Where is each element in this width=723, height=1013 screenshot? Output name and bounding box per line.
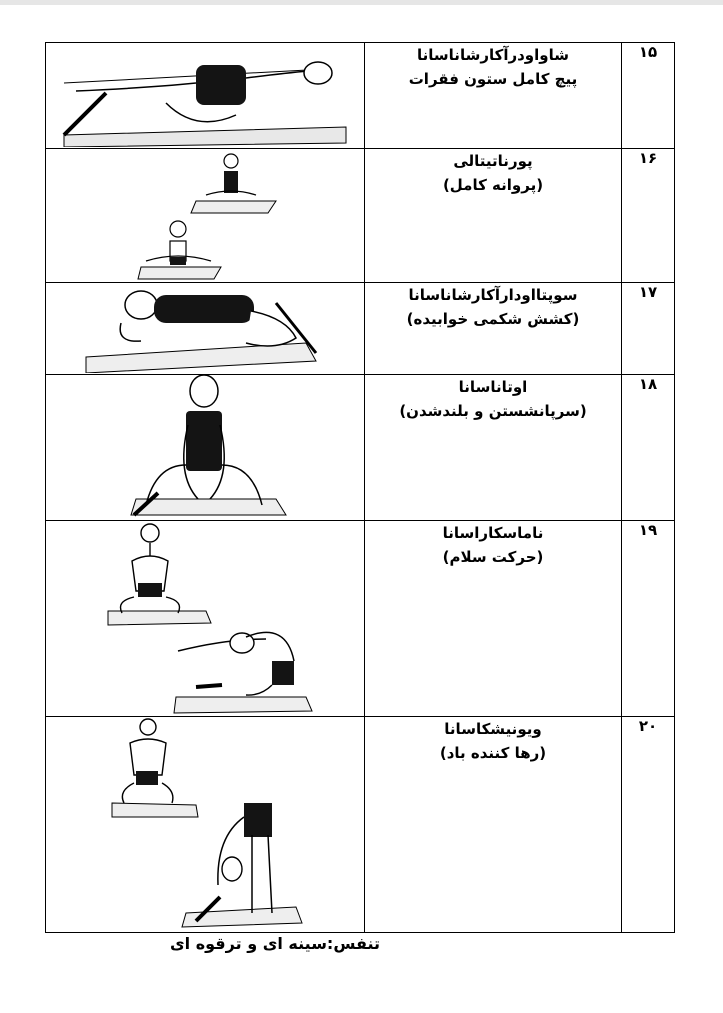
pose-name: اوتاناسانا bbox=[458, 378, 528, 396]
pose-illustration-cell bbox=[46, 717, 365, 933]
pose-name: ویونیشکاسانا bbox=[444, 720, 542, 738]
pose-illustration-cell bbox=[46, 521, 365, 717]
table-row bbox=[46, 149, 675, 283]
pose-number: ۱۷ bbox=[622, 283, 675, 375]
supine-abdominal-stretch-figure bbox=[46, 283, 364, 373]
pose-description: (رها کننده باد) bbox=[439, 744, 547, 762]
pose-text-cell bbox=[365, 43, 622, 149]
butterfly-figure bbox=[46, 149, 364, 281]
pose-illustration-cell bbox=[46, 43, 365, 149]
pose-text-cell bbox=[365, 283, 622, 375]
namaskar-figure bbox=[46, 521, 364, 715]
asana-table bbox=[45, 42, 675, 933]
pose-description: (حرکت سلام) bbox=[442, 548, 544, 566]
table-row bbox=[46, 717, 675, 933]
pose-description: پیچ کامل ستون فقرات bbox=[408, 70, 578, 88]
pose-number: ۱۸ bbox=[622, 375, 675, 521]
pose-name: شاواودرآکارشاناسانا bbox=[417, 46, 569, 64]
pose-description: (پروانه کامل) bbox=[442, 176, 544, 194]
pose-illustration-cell bbox=[46, 149, 365, 283]
pose-text-cell bbox=[365, 149, 622, 283]
pose-number: ۱۶ bbox=[622, 149, 675, 283]
pose-number: ۲۰ bbox=[622, 717, 675, 933]
table-row bbox=[46, 283, 675, 375]
pose-description: (سرپانشستن و بلندشدن) bbox=[399, 402, 587, 420]
pose-name: ناماسکاراسانا bbox=[442, 524, 544, 542]
pose-name: سوپتااودارآکارشاناسانا bbox=[408, 286, 578, 304]
table-row bbox=[46, 375, 675, 521]
pose-description: (کشش شکمی خوابیده) bbox=[406, 310, 580, 328]
pose-number: ۱۵ bbox=[622, 43, 675, 149]
top-edge bbox=[0, 0, 723, 5]
pose-name: پورناتیتالی bbox=[453, 152, 533, 170]
pose-illustration-cell bbox=[46, 375, 365, 521]
breathing-note: تنفس:سینه ای و ترقوه ای bbox=[169, 934, 380, 953]
squat-figure bbox=[46, 375, 364, 519]
pose-number: ۱۹ bbox=[622, 521, 675, 717]
pose-illustration-cell bbox=[46, 283, 365, 375]
table-row bbox=[46, 43, 675, 149]
wind-releasing-figure bbox=[46, 717, 364, 931]
table-row bbox=[46, 521, 675, 717]
pose-text-cell bbox=[365, 521, 622, 717]
pose-text-cell bbox=[365, 375, 622, 521]
spinal-twist-figure bbox=[46, 43, 364, 147]
pose-text-cell bbox=[365, 717, 622, 933]
